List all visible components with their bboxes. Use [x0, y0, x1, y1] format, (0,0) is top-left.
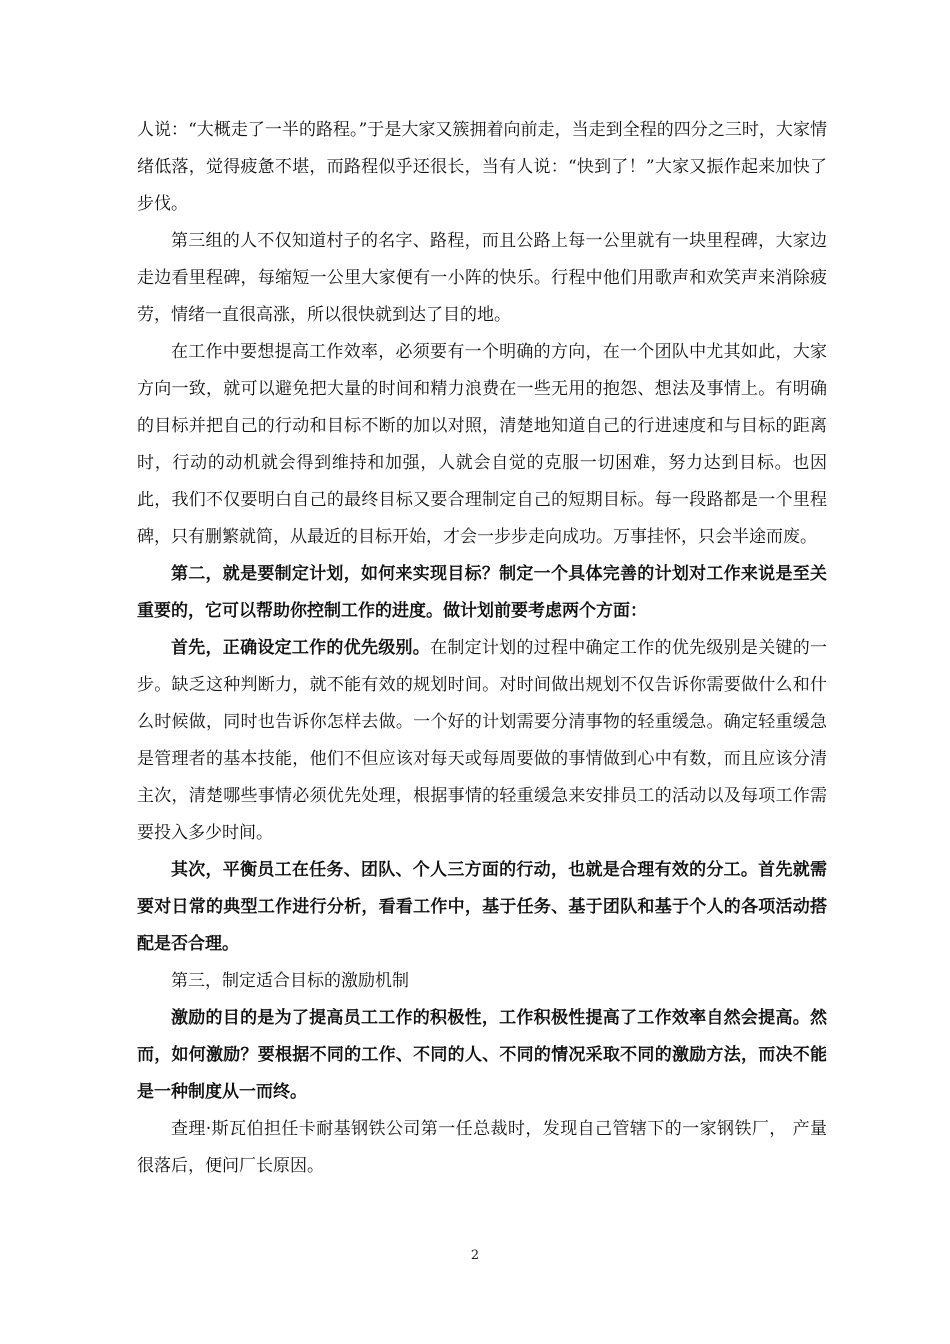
paragraph-6-balance: 其次，平衡员工在任务、团队、个人三方面的行动，也就是合理有效的分工。首先就需要对日常的典型工作进行分析，看看工作中，基于任务、基于团队和基于个人的各项活动搭配是否合理。 — [137, 860, 827, 954]
paragraph-2: 第三组的人不仅知道村子的名字、路程，而且公路上每一公里就有一块里程碑，大家边走边看里程碑，每缩短一公里大家便有一小阵的快乐。行程中他们用歌声和欢笑声来消除疲劳，情绪一直很高涨，所以很快就到达了目的地。 — [137, 231, 827, 325]
paragraph-5-body: 在制定计划的过程中确定工作的优先级别是关键的一步。缺乏这种判断力，就不能有效的规划时间。对时间做出规划不仅告诉你需要做什么和什么时候做，同时也告诉你怎样去做。一个好的计划需要分清事物的轻重缓急。确定轻重缓急是管理者的基本技能，他们不但应该对每天或每周要做的事情做到心中有数，而且应该分清主次，清楚哪些事情必须优先处理，根据事情的轻重缓急来安排员工的活动以及每项工作需要投入多少时间。 — [137, 638, 828, 843]
paragraph-4-plan-heading: 第二，就是要制定计划，如何来实现目标？制定一个具体完善的计划对工作来说是至关重要的，它可以帮助你控制工作的进度。做计划前要考虑两个方面： — [137, 564, 827, 621]
paragraph-8-incentive: 激励的目的是为了提高员工工作的积极性，工作积极性提高了工作效率自然会提高。然而，如何激励？要根据不同的工作、不同的人、不同的情况采取不同的激励方法，而决不能是一种制度从一而终。 — [137, 1008, 827, 1102]
paragraph-5-lead: 首先，正确设定工作的优先级别。 — [171, 638, 431, 658]
paragraph-7-incentive-heading: 第三，制定适合目标的激励机制 — [171, 971, 409, 991]
page-number: 2 — [470, 1248, 480, 1263]
paragraph-1: 人说：“大概走了一半的路程。”于是大家又簇拥着向前走，当走到全程的四分之三时，大家情绪低落，觉得疲惫不堪，而路程似乎还很长，当有人说：“快到了！”大家又振作起来加快了步伐。 — [137, 120, 827, 214]
paragraph-5-priority — [137, 630, 827, 852]
paragraph-9-story: 查理·斯瓦伯担任卡耐基钢铁公司第一任总裁时，发现自己管辖下的一家钢铁厂， 产量很落后，便问厂长原因。 — [137, 1119, 827, 1176]
paragraph-3: 在工作中要想提高工作效率，必须要有一个明确的方向，在一个团队中尤其如此，大家方向一致，就可以避免把大量的时间和精力浪费在一些无用的抱怨、想法及事情上。有明确的目标并把自己的行动和目标不断的加以对照，清楚地知道自己的行进速度和与目标的距离时，行动的动机就会得到维持和加强，人就会自觉的克服一切困难，努力达到目标。也因此，我们不仅要明白自己的最终目标又要合理制定自己的短期目标。每一段路都是一个里程碑，只有删繁就简，从最近的目标开始，才会一步步走向成功。万事挂怀，只会半途而废。 — [137, 342, 827, 547]
document-body — [137, 112, 827, 1185]
